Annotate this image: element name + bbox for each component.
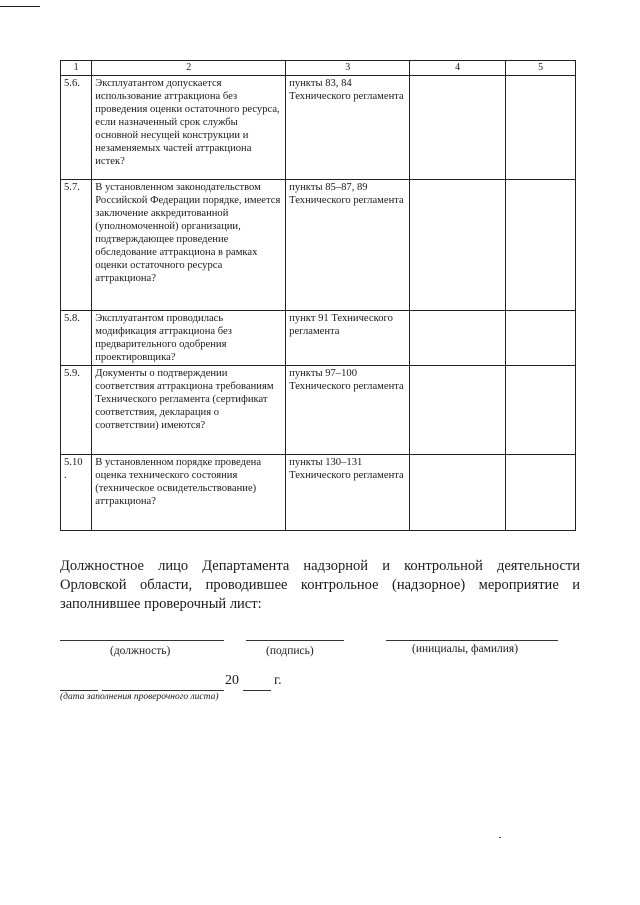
row-answer-cell[interactable] [410, 76, 506, 180]
column-header-4: 4 [410, 61, 506, 76]
date-suffix: г. [274, 673, 282, 688]
position-line[interactable] [60, 640, 224, 641]
row-reference: пункты 130–131 Технического регламента [286, 455, 410, 531]
row-number: 5.7. [61, 180, 92, 311]
table-row [61, 180, 576, 311]
table-row [61, 455, 576, 531]
row-question: Эксплуатантом допускается использование аттракциона без проведения оценки остаточного ресурса, если назначенный срок службы основной несущей конструкции и незаменяемых частей аттракциона истек? [92, 76, 286, 180]
date-year-line[interactable] [243, 690, 271, 691]
date-day-line[interactable] [60, 690, 98, 691]
row-reference: пункты 85–87, 89 Технического регламента [286, 180, 410, 311]
row-note-cell[interactable] [506, 311, 576, 366]
date-month-line[interactable] [102, 690, 224, 691]
official-statement: Должностное лицо Департамента надзорной и контрольной деятельности Орловской области, проводившее контрольное (надзорное) мероприятие и заполнившее проверочный лист: [60, 558, 580, 612]
name-caption: (инициалы, фамилия) [412, 643, 519, 655]
column-header-1: 1 [61, 61, 92, 76]
page-corner-mark [0, 6, 40, 7]
table-row [61, 76, 576, 180]
row-question: В установленном законодательством Российской Федерации порядке, имеется заключение аккредитованной (уполномоченной) организации, подтверждающее проведение обследование аттракциона в рамках оценки остаточного ресурса аттракциона? [92, 180, 286, 311]
name-line[interactable] [386, 640, 558, 641]
checklist-table [60, 60, 576, 531]
row-reference: пункты 97–100 Технического регламента [286, 366, 410, 455]
row-note-cell[interactable] [506, 455, 576, 531]
column-header-5: 5 [506, 61, 576, 76]
row-answer-cell[interactable] [410, 366, 506, 455]
row-answer-cell[interactable] [410, 455, 506, 531]
row-reference: пункты 83, 84 Технического регламента [286, 76, 410, 180]
signature-line[interactable] [246, 640, 344, 641]
date-caption: (дата заполнения проверочного листа) [60, 692, 219, 702]
signature-caption: (подпись) [266, 645, 314, 657]
column-header-3: 3 [286, 61, 410, 76]
row-number: 5.8. [61, 311, 92, 366]
row-question: В установленном порядке проведена оценка технического состояния (техническое освидетельствование) аттракциона? [92, 455, 286, 531]
table-header-row [61, 61, 576, 76]
row-answer-cell[interactable] [410, 311, 506, 366]
row-note-cell[interactable] [506, 76, 576, 180]
column-header-2: 2 [92, 61, 286, 76]
row-reference: пункт 91 Технического регламента [286, 311, 410, 366]
row-answer-cell[interactable] [410, 180, 506, 311]
position-caption: (должность) [110, 645, 171, 657]
row-number: 5.10 . [61, 455, 92, 531]
row-question: Документы о подтверждении соответствия аттракциона требованиям Технического регламента (сертификат соответствия, декларация о соответствии) имеются? [92, 366, 286, 455]
row-question: Эксплуатантом проводилась модификация аттракциона без предварительного одобрения проектировщика? [92, 311, 286, 366]
table-row [61, 366, 576, 455]
row-note-cell[interactable] [506, 180, 576, 311]
row-number: 5.6. [61, 76, 92, 180]
row-note-cell[interactable] [506, 366, 576, 455]
table-row [61, 311, 576, 366]
row-number: 5.9. [61, 366, 92, 455]
date-year-prefix: 20 [225, 673, 239, 688]
scan-speck [499, 837, 501, 838]
